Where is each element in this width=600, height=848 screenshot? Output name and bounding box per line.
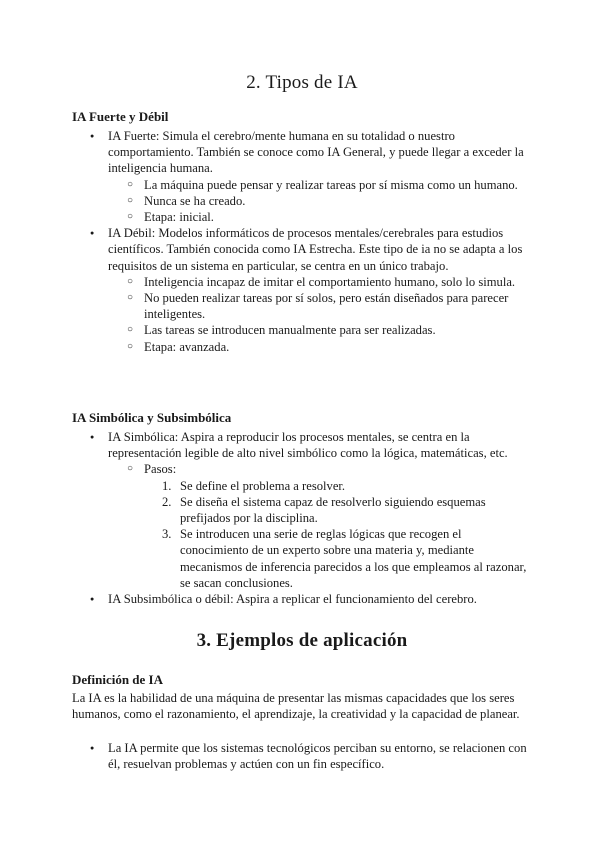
section-3-title: 3. Ejemplos de aplicación [196,630,408,651]
sublist-item: ○ Etapa: inicial. [126,209,530,225]
ia-debil-text: IA Débil: Modelos informáticos de procesos mentales/cerebrales para estudios científicos. También conocida como IA Estrecha. Este tipo de ia no se adapta a los requisitos de un sistema en particular, se centra en un único trabajo. [108,226,523,273]
list-item-ia-subsimbolica [90,591,530,607]
list-item-definition [90,740,530,772]
fuerte-debil-list [90,128,530,355]
step-number: 2. [162,494,172,509]
step-item [162,478,530,494]
ia-fuerte-text: IA Fuerte: Simula el cerebro/mente humana en su totalidad o nuestro comportamiento. También se conoce como IA General, y puede llegar a exceder la inteligencia humana. [108,129,524,176]
simbolica-list [90,429,530,607]
sublist-item: ○ Nunca se ha creado. [126,193,530,209]
step-item [162,494,530,526]
ia-simbolica-text: IA Simbólica: Aspira a reproducir los procesos mentales, se centra en la representación legible de alto nivel simbólico como la lógica, matemáticas, etc. [108,430,508,461]
step-number: 3. [162,527,172,542]
pasos-item [126,461,530,591]
step-text: Se diseña el sistema capaz de resolverlo siguiendo esquemas prefijados por la disciplina. [180,494,486,526]
subheading-fuerte-debil: IA Fuerte y Débil [72,109,169,124]
ia-fuerte-sublist [126,177,530,226]
steps-list [162,478,530,591]
subheading-definicion: Definición de IA [72,672,163,687]
sublist-item: ○ Inteligencia incapaz de imitar el comportamiento humano, solo lo simula. [126,274,530,290]
sublist-item: ○ Etapa: avanzada. [126,339,530,355]
step-text: Se define el problema a resolver. [180,478,346,493]
sublist-item: ○ Las tareas se introducen manualmente para ser realizadas. [126,322,530,338]
sublist-item: ○ La máquina puede pensar y realizar tareas por sí misma como un humano. [126,177,530,193]
step-item [162,526,530,591]
definition-bullet-text: La IA permite que los sistemas tecnológicos perciban su entorno, se relacionen con él, resuelvan problemas y actúen con un fin específico. [108,741,527,772]
list-item-ia-fuerte [90,128,530,225]
pasos-label: Pasos: [144,462,177,477]
section-2-title: 2. Tipos de IA [246,72,358,93]
definition-paragraph: La IA es la habilidad de una máquina de presentar las mismas capacidades que los seres humanos, como el razonamiento, el aprendizaje, la creatividad y la capacidad de planear. [72,691,520,722]
step-text: Se introducen una serie de reglas lógicas que recogen el conocimiento de un experto sobre una materia y, mediante mecanismos de inferencia parecidos a los que empleamos al razonar, se sacan conclusiones. [180,527,527,590]
list-item-ia-debil [90,225,530,355]
definition-list [90,740,530,772]
step-number: 1. [162,478,172,493]
list-item-ia-simbolica [90,429,530,591]
pasos-sublist [126,461,530,591]
ia-subsimbolica-text: IA Subsimbólica o débil: Aspira a replicar el funcionamiento del cerebro. [108,592,477,607]
ia-debil-sublist [126,274,530,355]
subheading-simbolica: IA Simbólica y Subsimbólica [72,410,232,425]
sublist-item: ○ No pueden realizar tareas por sí solos, pero están diseñados para parecer inteligentes. [126,290,530,322]
